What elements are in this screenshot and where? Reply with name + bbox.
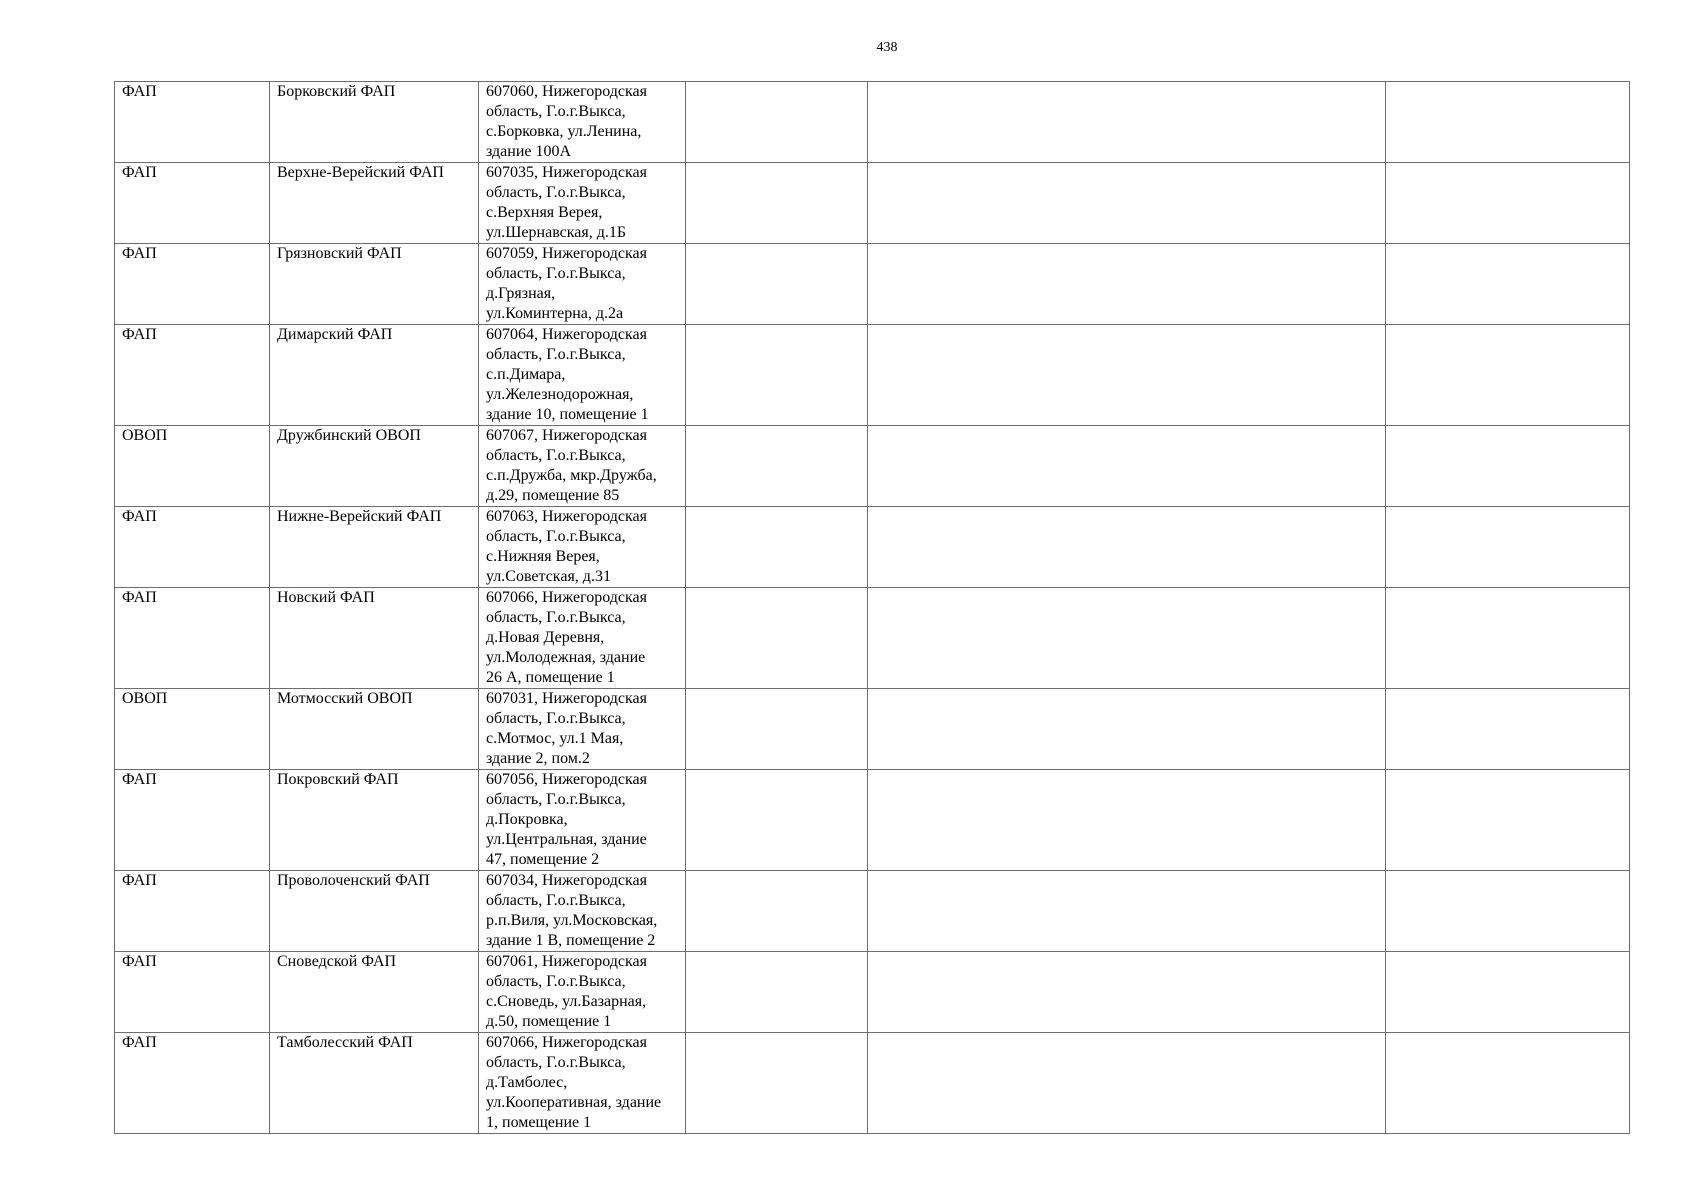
facility-address-cell: 607066, Нижегородская область, Г.о.г.Выкса, д.Тамболес, ул.Кооперативная, здание 1, помещение 1	[479, 1033, 686, 1134]
facility-type-cell: ФАП	[115, 770, 270, 871]
empty-cell	[1386, 426, 1630, 507]
empty-cell	[686, 507, 868, 588]
facility-name-cell: Проволоченский ФАП	[270, 871, 479, 952]
empty-cell	[686, 689, 868, 770]
empty-cell	[868, 770, 1386, 871]
facility-name-cell: Димарский ФАП	[270, 325, 479, 426]
facility-type-cell: ФАП	[115, 163, 270, 244]
empty-cell	[686, 1033, 868, 1134]
table-row	[115, 689, 1630, 770]
facility-address-cell: 607063, Нижегородская область, Г.о.г.Выкса, с.Нижняя Верея, ул.Советская, д.31	[479, 507, 686, 588]
facility-type-cell: ФАП	[115, 507, 270, 588]
facility-name-cell: Борковский ФАП	[270, 82, 479, 163]
empty-cell	[686, 588, 868, 689]
facility-table-body	[115, 82, 1630, 1134]
table-row	[115, 325, 1630, 426]
facility-name-cell: Верхне-Верейский ФАП	[270, 163, 479, 244]
facility-address-cell: 607064, Нижегородская область, Г.о.г.Выкса, с.п.Димара, ул.Железнодорожная, здание 10, помещение 1	[479, 325, 686, 426]
empty-cell	[868, 1033, 1386, 1134]
empty-cell	[868, 952, 1386, 1033]
facility-name-cell: Покровский ФАП	[270, 770, 479, 871]
empty-cell	[1386, 952, 1630, 1033]
empty-cell	[868, 689, 1386, 770]
empty-cell	[1386, 588, 1630, 689]
table-row	[115, 426, 1630, 507]
table-row	[115, 770, 1630, 871]
empty-cell	[868, 244, 1386, 325]
empty-cell	[1386, 1033, 1630, 1134]
table-row	[115, 163, 1630, 244]
facility-address-cell: 607035, Нижегородская область, Г.о.г.Выкса, с.Верхняя Верея, ул.Шернавская, д.1Б	[479, 163, 686, 244]
empty-cell	[1386, 770, 1630, 871]
empty-cell	[1386, 507, 1630, 588]
facility-name-cell: Тамболесский ФАП	[270, 1033, 479, 1134]
facility-name-cell: Грязновский ФАП	[270, 244, 479, 325]
facility-type-cell: ОВОП	[115, 689, 270, 770]
facility-name-cell: Дружбинский ОВОП	[270, 426, 479, 507]
empty-cell	[1386, 163, 1630, 244]
facility-type-cell: ФАП	[115, 325, 270, 426]
empty-cell	[868, 325, 1386, 426]
table-row	[115, 952, 1630, 1033]
facility-type-cell: ОВОП	[115, 426, 270, 507]
empty-cell	[1386, 244, 1630, 325]
facility-address-cell: 607061, Нижегородская область, Г.о.г.Выкса, с.Сноведь, ул.Базарная, д.50, помещение 1	[479, 952, 686, 1033]
facility-address-cell: 607034, Нижегородская область, Г.о.г.Выкса, р.п.Виля, ул.Московская, здание 1 В, помещение 2	[479, 871, 686, 952]
empty-cell	[868, 588, 1386, 689]
facility-address-cell: 607056, Нижегородская область, Г.о.г.Выкса, д.Покровка, ул.Центральная, здание 47, помещение 2	[479, 770, 686, 871]
facility-type-cell: ФАП	[115, 871, 270, 952]
page-number: 438	[876, 40, 898, 55]
facility-type-cell: ФАП	[115, 952, 270, 1033]
table-row	[115, 244, 1630, 325]
facility-address-cell: 607060, Нижегородская область, Г.о.г.Выкса, с.Борковка, ул.Ленина, здание 100А	[479, 82, 686, 163]
facility-address-cell: 607067, Нижегородская область, Г.о.г.Выкса, с.п.Дружба, мкр.Дружба, д.29, помещение 85	[479, 426, 686, 507]
facility-address-cell: 607031, Нижегородская область, Г.о.г.Выкса, с.Мотмос, ул.1 Мая, здание 2, пом.2	[479, 689, 686, 770]
empty-cell	[686, 244, 868, 325]
facility-type-cell: ФАП	[115, 1033, 270, 1134]
facility-address-cell: 607066, Нижегородская область, Г.о.г.Выкса, д.Новая Деревня, ул.Молодежная, здание 26 А, помещение 1	[479, 588, 686, 689]
empty-cell	[1386, 82, 1630, 163]
facility-table	[114, 81, 1630, 1134]
empty-cell	[686, 426, 868, 507]
facility-type-cell: ФАП	[115, 244, 270, 325]
empty-cell	[868, 871, 1386, 952]
table-row	[115, 588, 1630, 689]
empty-cell	[686, 871, 868, 952]
empty-cell	[1386, 689, 1630, 770]
empty-cell	[1386, 325, 1630, 426]
empty-cell	[868, 507, 1386, 588]
empty-cell	[686, 82, 868, 163]
facility-name-cell: Новский ФАП	[270, 588, 479, 689]
table-row	[115, 82, 1630, 163]
empty-cell	[686, 952, 868, 1033]
empty-cell	[686, 770, 868, 871]
facility-name-cell: Мотмосский ОВОП	[270, 689, 479, 770]
facility-name-cell: Нижне-Верейский ФАП	[270, 507, 479, 588]
facility-address-cell: 607059, Нижегородская область, Г.о.г.Выкса, д.Грязная, ул.Коминтерна, д.2а	[479, 244, 686, 325]
empty-cell	[1386, 871, 1630, 952]
empty-cell	[868, 426, 1386, 507]
empty-cell	[868, 82, 1386, 163]
facility-type-cell: ФАП	[115, 82, 270, 163]
empty-cell	[868, 163, 1386, 244]
facility-name-cell: Сноведской ФАП	[270, 952, 479, 1033]
table-row	[115, 507, 1630, 588]
table-row	[115, 871, 1630, 952]
empty-cell	[686, 163, 868, 244]
table-row	[115, 1033, 1630, 1134]
facility-type-cell: ФАП	[115, 588, 270, 689]
empty-cell	[686, 325, 868, 426]
